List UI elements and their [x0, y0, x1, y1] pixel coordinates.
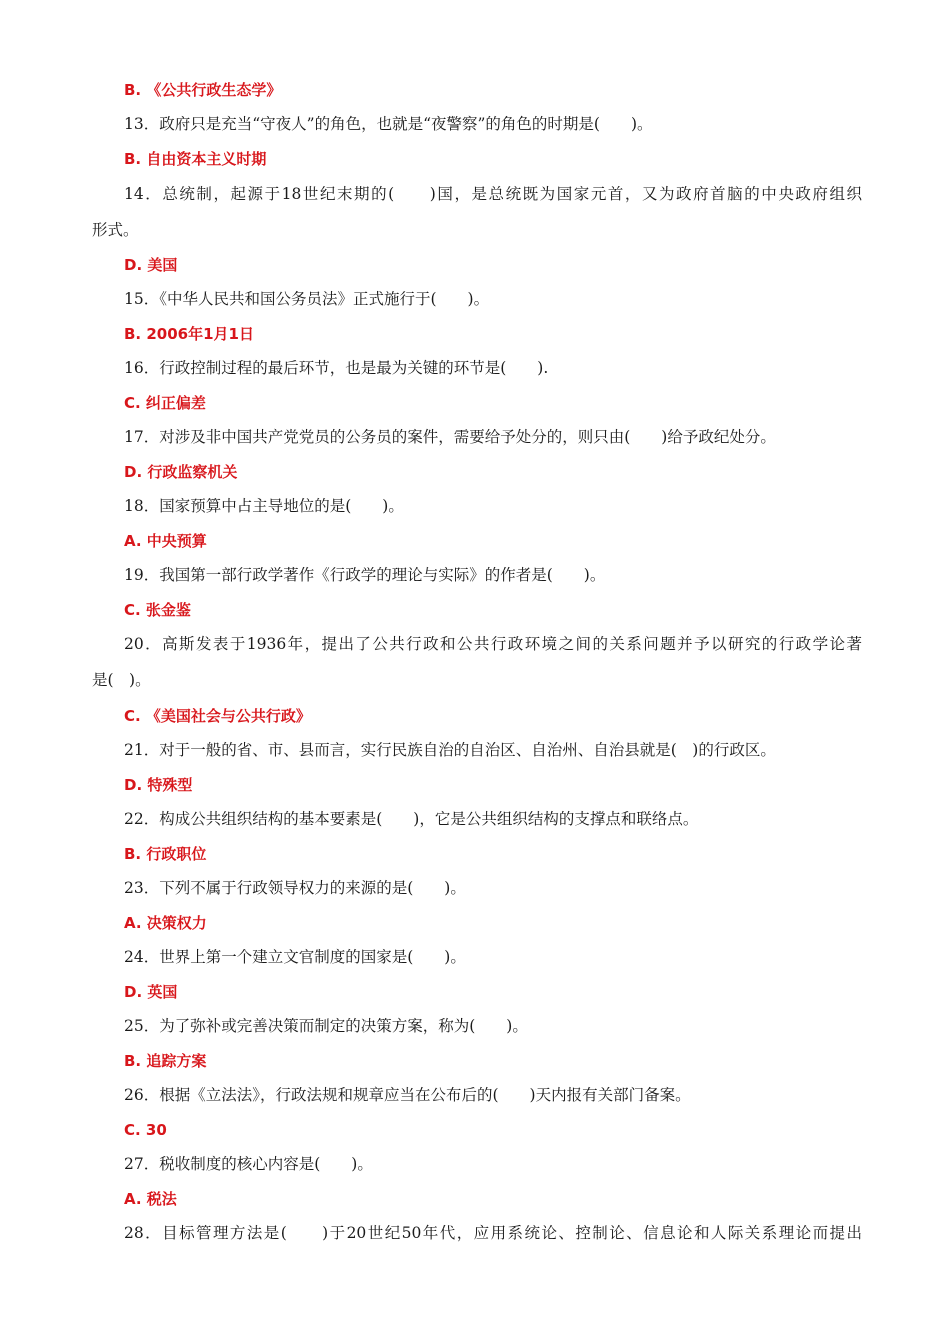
- question-line: 16．行政控制过程的最后环节，也是最为关键的环节是( ).: [124, 359, 549, 377]
- answer-line: C. 纠正偏差: [124, 394, 206, 412]
- answer-line: B. 行政职位: [124, 845, 207, 863]
- question-line: 24．世界上第一个建立文官制度的国家是( )。: [124, 948, 466, 966]
- answer-line: A. 税法: [124, 1190, 177, 1208]
- answer-line: B. 2006年1月1日: [124, 325, 254, 343]
- question-line: 14．总统制，起源于18世纪末期的( )国，是总统既为国家元首，又为政府首脑的中央政府组织: [124, 185, 862, 203]
- answer-line: C. 《美国社会与公共行政》: [124, 707, 311, 725]
- question-line: 18．国家预算中占主导地位的是( )。: [124, 497, 404, 515]
- answer-line: C. 张金鉴: [124, 601, 191, 619]
- question-line: 17．对涉及非中国共产党党员的公务员的案件，需要给予处分的，则只由( )给予政纪处分。: [124, 428, 776, 446]
- answer-line: D. 美国: [124, 256, 178, 274]
- answer-line: B. 自由资本主义时期: [124, 150, 267, 168]
- answer-line: D. 行政监察机关: [124, 463, 238, 481]
- question-line: 15．《中华人民共和国公务员法》正式施行于( )。: [124, 290, 490, 308]
- question-line: 25．为了弥补或完善决策而制定的决策方案，称为( )。: [124, 1017, 528, 1035]
- answer-line: C. 30: [124, 1121, 167, 1139]
- question-line: 20．高斯发表于1936年，提出了公共行政和公共行政环境之间的关系问题并予以研究的行政学论著: [124, 635, 862, 653]
- question-continuation: 形式。: [92, 221, 139, 239]
- question-line: 21．对于一般的省、市、县而言，实行民族自治的自治区、自治州、自治县就是( )的行政区。: [124, 741, 776, 759]
- question-line: 26．根据《立法法》，行政法规和规章应当在公布后的( )天内报有关部门备案。: [124, 1086, 691, 1104]
- answer-line: D. 英国: [124, 983, 178, 1001]
- question-continuation: 是( )。: [92, 671, 151, 689]
- answer-line: A. 决策权力: [124, 914, 207, 932]
- question-line: 22．构成公共组织结构的基本要素是( )，它是公共组织结构的支撑点和联络点。: [124, 810, 699, 828]
- question-line: 28．目标管理方法是( )于20世纪50年代，应用系统论、控制论、信息论和人际关系理论而提出: [124, 1224, 862, 1242]
- answer-line: B. 追踪方案: [124, 1052, 207, 1070]
- question-line: 13．政府只是充当“守夜人”的角色，也就是“夜警察”的角色的时期是( )。: [124, 115, 653, 133]
- answer-line: D. 特殊型: [124, 776, 193, 794]
- question-line: 19．我国第一部行政学著作《行政学的理论与实际》的作者是( )。: [124, 566, 606, 584]
- question-line: 27．税收制度的核心内容是( )。: [124, 1155, 373, 1173]
- question-line: 23．下列不属于行政领导权力的来源的是( )。: [124, 879, 466, 897]
- answer-line: A. 中央预算: [124, 532, 207, 550]
- answer-line: B. 《公共行政生态学》: [124, 81, 282, 99]
